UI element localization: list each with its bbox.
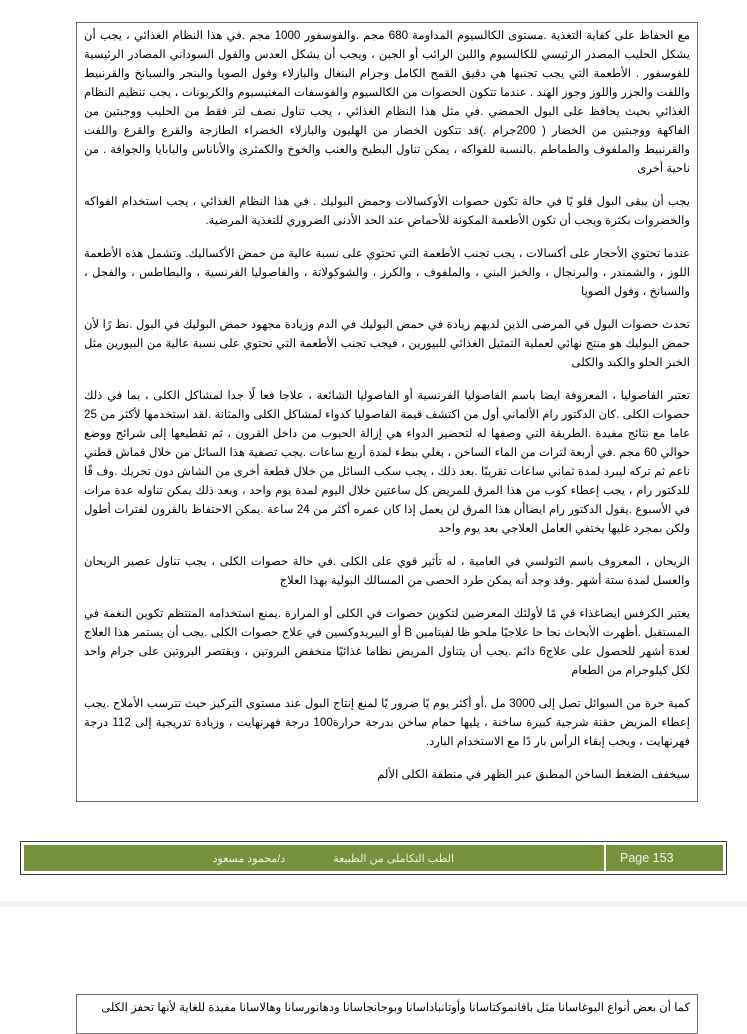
- paragraph-yoga-asanas: كما أن بعض أنواع اليوغاسانا مثل بافانموكتاسانا وأوتانباداسانا وبوجانجاسانا ودهانورسانا وهالاسانا مفيدة للغاية لأنها تحفز الكلى: [101, 1001, 690, 1014]
- footer-page-number: Page 153: [606, 845, 723, 871]
- paragraph-oxalate-stones: عندما تحتوي الأحجار على أكسالات ، يجب تجنب الأطعمة التي تحتوي على نسبة عالية من حمض الأكساليك. وتشمل هذه الأطعمة اللوز ، والشمندر ، والبرنجال ، والخبز البني ، والملفوف ، والكرز ، والشوكولاتة ، والفاصوليا الفرنسية ، والبطاطس ، والفجل ، والسبانخ ، وفول الصويا: [84, 247, 690, 298]
- page-text-box: [76, 994, 698, 1034]
- paragraph-alkaline-urine: يجب أن يبقى البول قلو يًا في حالة تكون حصوات الأوكسالات وحمض البوليك . في هذا النظام الغذائي ، يجب استخدام الفواكه والخضروات بكثرة ويجب أن تكون الأطعمة المكونة للأحماض عند الحد الأدنى الضروري للتغذية المرضية.: [84, 195, 690, 227]
- footer-author: د/محمود مسعود: [212, 852, 286, 865]
- paragraph-fluids-baths: كمية حرة من السوائل تصل إلى 3000 مل .أو أكثر يوم يًا ضرور يًا لمنع إنتاج البول عند مستوى التركيز حيث تترسب الأملاح .يجب إعطاء المريض حقنة شرجية كبيرة ساخنة ، يليها حمام ساخن بدرجة حرارة100 درجة فهرنهايت ، وزيادة تدريجية إلى 112 درجة فهرنهايت ، ويجب إبقاء الرأس بار دًا مع الاستخدام البارد.: [84, 697, 690, 748]
- paragraph-calcium-phosphate-diet: مع الحفاظ على كفاية التغذية .مستوى الكالسيوم المداومة 680 مجم .والفوسفور 1000 مجم .في هذا النظام الغذائي ، يجب أن يشكل الحليب المصدر الرئيسي للكالسيوم واللبن الرائب أو الجبن ، ويجب أن يشكل العدس والفول السوداني المصادر الرئيسية للفوسفور . الأطعمة التي يجب تجنبها هي دقيق القمح الكامل وجرام البنغال والبازلاء وفول الصويا والبنجر والسبانخ والقرنبيط واللفت والجزر واللوز وجوز الهند . عندما تتكون الحصوات من الكالسيوم والفوسفات المغنيسيوم والكربونات ، يجب تنظيم النظام الغذائي بحيث يحافظ على البول الحمضي .في مثل هذا النظام الغذائي ، يجب تناول نصف لتر فقط من الحليب ووجبتين من الفاكهة ووجبتين من الخضار ( 200جرام .)قد تتكون الخضار من الهليون والبازلاء الخضراء الطازجة والقرع والقرع واللفت والقرنبيط والملفوف والطماطم .بالنسبة للفواكه ، يمكن تناول البطيخ والعنب والخوخ والكمثرى والأناناس والبابايا والجوافة . من ناحية أخرى: [84, 29, 690, 175]
- paragraph-celery-remedy: يعتبر الكرفس ايضاغذاء قي مًا لأولئك المعرضين لتكوين حصوات في الكلى أو المرارة .يمنع استخدامه المنتظم تكوين النغمة في المستقبل .أظهرت الأبحاث نجا حا علاجيًا ملحو ظا لفيتامين B أو البيريدوكسين في علاج حصوات الكلى .يجب أن يستمر هذا العلاج لعدة أشهر للحصول على علاج6 دائم .يجب أن يتناول المريض نظاما غذائيًا منخفض البروتين ، ويقتصر البروتين على جرام واحد لكل كيلوجرام من الطعام: [84, 607, 690, 677]
- paragraph-hot-compress: سيخفف الضغط الساخن المطبق عبر الظهر في منطقة الكلى الألم: [377, 768, 690, 781]
- footer-book-title: الطب التكاملى من الطبيعة: [333, 852, 454, 865]
- document-page-next: [0, 907, 747, 1023]
- footer-title-bar: [24, 845, 606, 871]
- paragraph-basil-remedy: الريحان ، المعروف باسم التولسي في العامية ، له تأثير قوي على الكلى .في حالة حصوات الكلى ، يجب تناول عصير الريحان والعسل لمدة ستة أشهر .وقد وجد أنه يمكن طرد الحصى من المسالك البولية بهذا العلاج: [84, 555, 690, 587]
- paragraph-beans-remedy: تعتبر الفاصوليا ، المعروفة ايضا باسم الفاصوليا الفرنسية أو الفاصوليا الشائعة ، علاجا فعا لًا جدا لمشاكل الكلى ، بما في ذلك حصوات الكلى .كان الدكتور رام الألماني أول من اكتشف قيمة الفاصوليا كدواء لمشاكل الكلى والمثانة .لقد استخدمها لأكثر من 25 عاما مع نتائج مفيدة .الطريقة التي وصفها له لتحضير الدواء هي إزالة الحبوب من داخل القرون ، ثم تقطيعها إلى شرائح ووضع حوالي 60 مجم .في أربعة لترات من الماء الساخن ، يغلي ببطء لمدة أربع ساعات .يجب تصفية هذا السائل من خلال قماش قطني ناعم ثم تركه ليبرد لمدة ثماني ساعات تقريبًا .بعد ذلك ، يجب سكب السائل من خلال قطعة أخرى من الشاش دون تحريك .وف قًا للدكتور رام ، يجب إعطاء كوب من هذا المرق للمريض كل ساعتين خلال اليوم لمدة يوم واحد ، وبعد ذلك يمكن تناوله عدة مرات في الأسبوع .يقول الدكتور رام ايضاأن هذا المرق لن يعمل إذا كان عمره أكثر من 24 ساعة .يمكن الاحتفاظ بالقرون لفترات أطول ولكن بمجرد غليها يختفي العامل العلاجي بعد يوم واحد: [84, 389, 691, 535]
- paragraph-uric-acid-stones: تحدث حصوات البول في المرضى الذين لديهم زيادة في حمض البوليك في الدم وزيادة مجهود حمض البوليك في البول .نظ رًا لأن حمض البوليك هو منتج نهائي لعملية التمثيل الغذائي للبيورين ، فيجب تجنب الأطعمة التي تحتوي على نسبة عالية من البيورين مثل الخبز الحلو والكبد والكلى: [84, 318, 690, 369]
- page-text-box: [76, 22, 698, 802]
- page-footer: [20, 841, 727, 875]
